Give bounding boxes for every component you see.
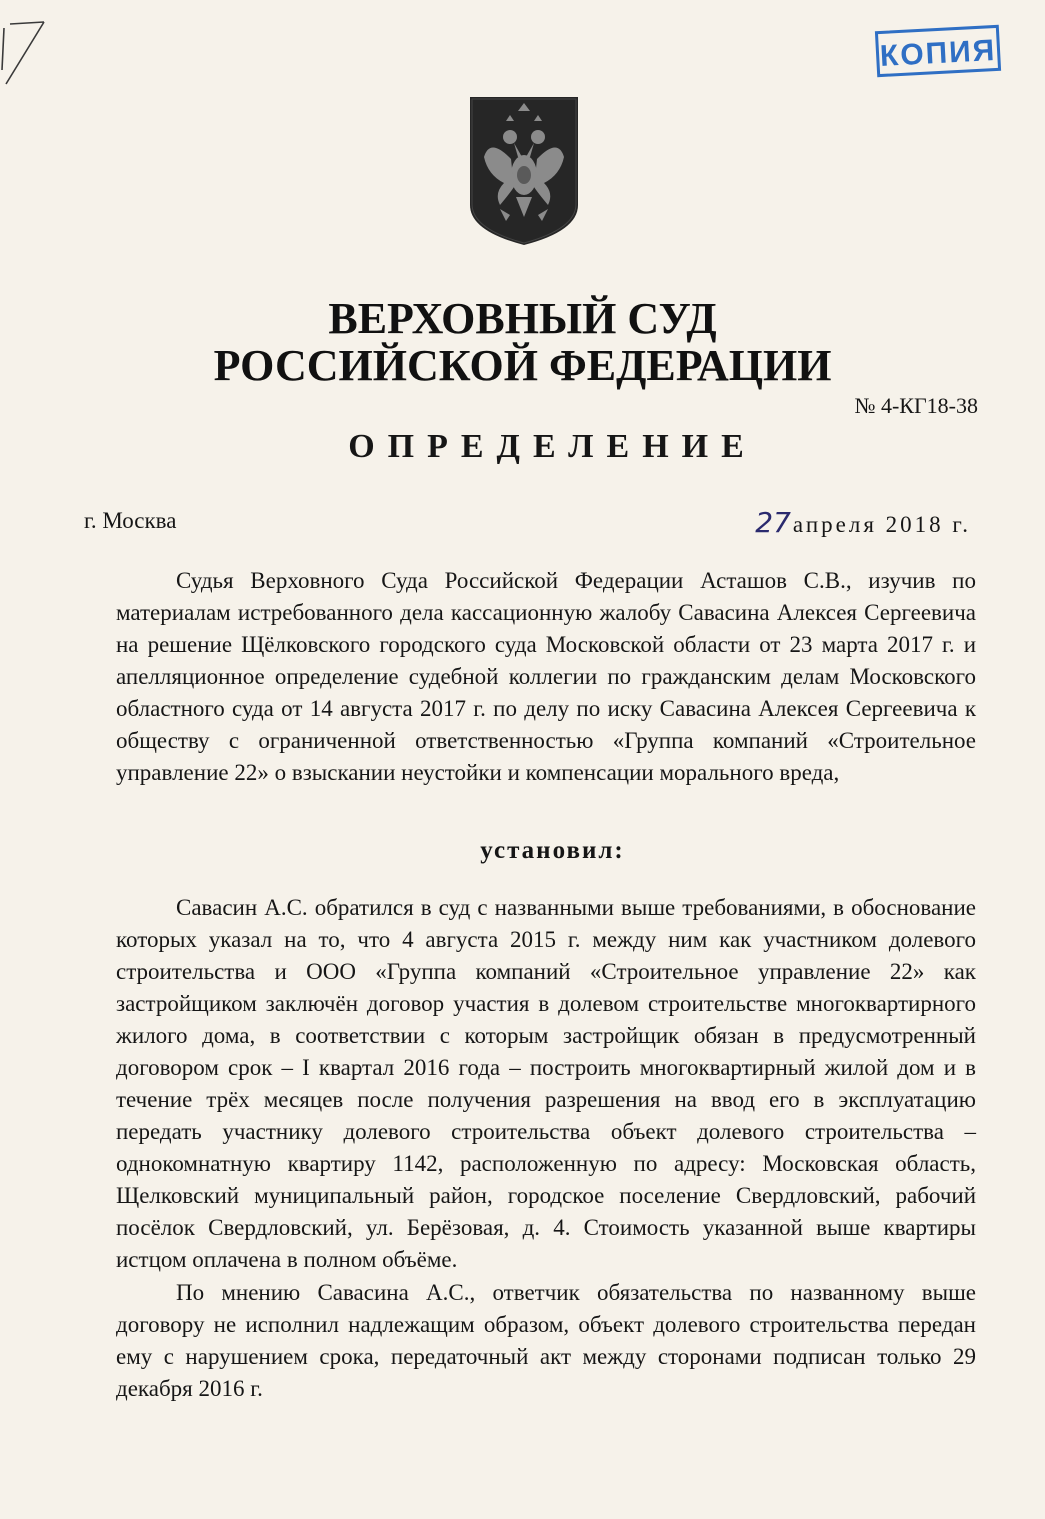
- handwritten-day: 27: [755, 506, 791, 539]
- date-month-year: апреля 2018 г.: [792, 512, 971, 537]
- russian-coat-of-arms-icon: [470, 97, 578, 245]
- handwritten-margin-mark: [0, 18, 48, 88]
- body-paragraph: Савасин А.С. обратился в суд с названными выше требованиями, в обоснование которых указал на то, что 4 августа 2015 г. между ним как участником долевого строительства и ООО «Группа компаний «Строительное управление 22» как застройщиком заключён договор участия в долевом строительстве многоквартирного жилого дома, в соответствии с которым застройщик обязан в предусмотренный договором срок – I квартал 2016 года – построить многоквартирный жилой дом и в течение трёх месяцев после получения разрешения на ввод его в эксплуатацию передать участнику долевого строительства объект долевого строительства – однокомнатную квартиру 1142, расположенную по адресу: Московская область, Щелковский муниципальный район, городское поселение Свердловский, рабочий посёлок Свердловский, ул. Берёзовая, д. 4. Стоимость указанной выше квартиры истцом оплачена в полном объёме.: [116, 895, 976, 1272]
- copy-stamp: [875, 25, 1001, 77]
- document-type-title: ОПРЕДЕЛЕНИЕ: [348, 428, 757, 465]
- body-paragraph-block: [116, 1277, 976, 1405]
- intro-paragraph: Судья Верховного Суда Российской Федерации Асташов С.В., изучив по материалам истребованного дела кассационную жалобу Савасина Алексея Сергеевича на решение Щёлковского городского суда Московской области от 23 марта 2017 г. и апелляционное определение судебной коллегии по гражданским делам Московского областного суда от 14 августа 2017 г. по делу по иску Савасина Алексея Сергеевича к обществу с ограниченной ответственностью «Группа компаний «Строительное управление 22» о взыскании неустойки и компенсации морального вреда,: [116, 568, 976, 785]
- court-name-line2: РОССИЙСКОЙ ФЕДЕРАЦИИ: [213, 341, 832, 390]
- section-heading: установил:: [480, 837, 625, 864]
- court-name-line1: ВЕРХОВНЫЙ СУД: [328, 294, 717, 343]
- body-paragraph: По мнению Савасина А.С., ответчик обязательства по названному выше договору не исполнил надлежащим образом, объект долевого строительства передан ему с нарушением срока, передаточный акт между сторонами подписан только 29 декабря 2016 г.: [116, 1280, 976, 1401]
- document-date: [755, 506, 971, 539]
- city: г. Москва: [84, 508, 177, 533]
- copy-stamp-label: КОПИЯ: [879, 33, 998, 74]
- intro-paragraph-block: [116, 565, 976, 789]
- case-number: № 4-КГ18-38: [854, 393, 978, 418]
- body-paragraph-block: [116, 892, 976, 1276]
